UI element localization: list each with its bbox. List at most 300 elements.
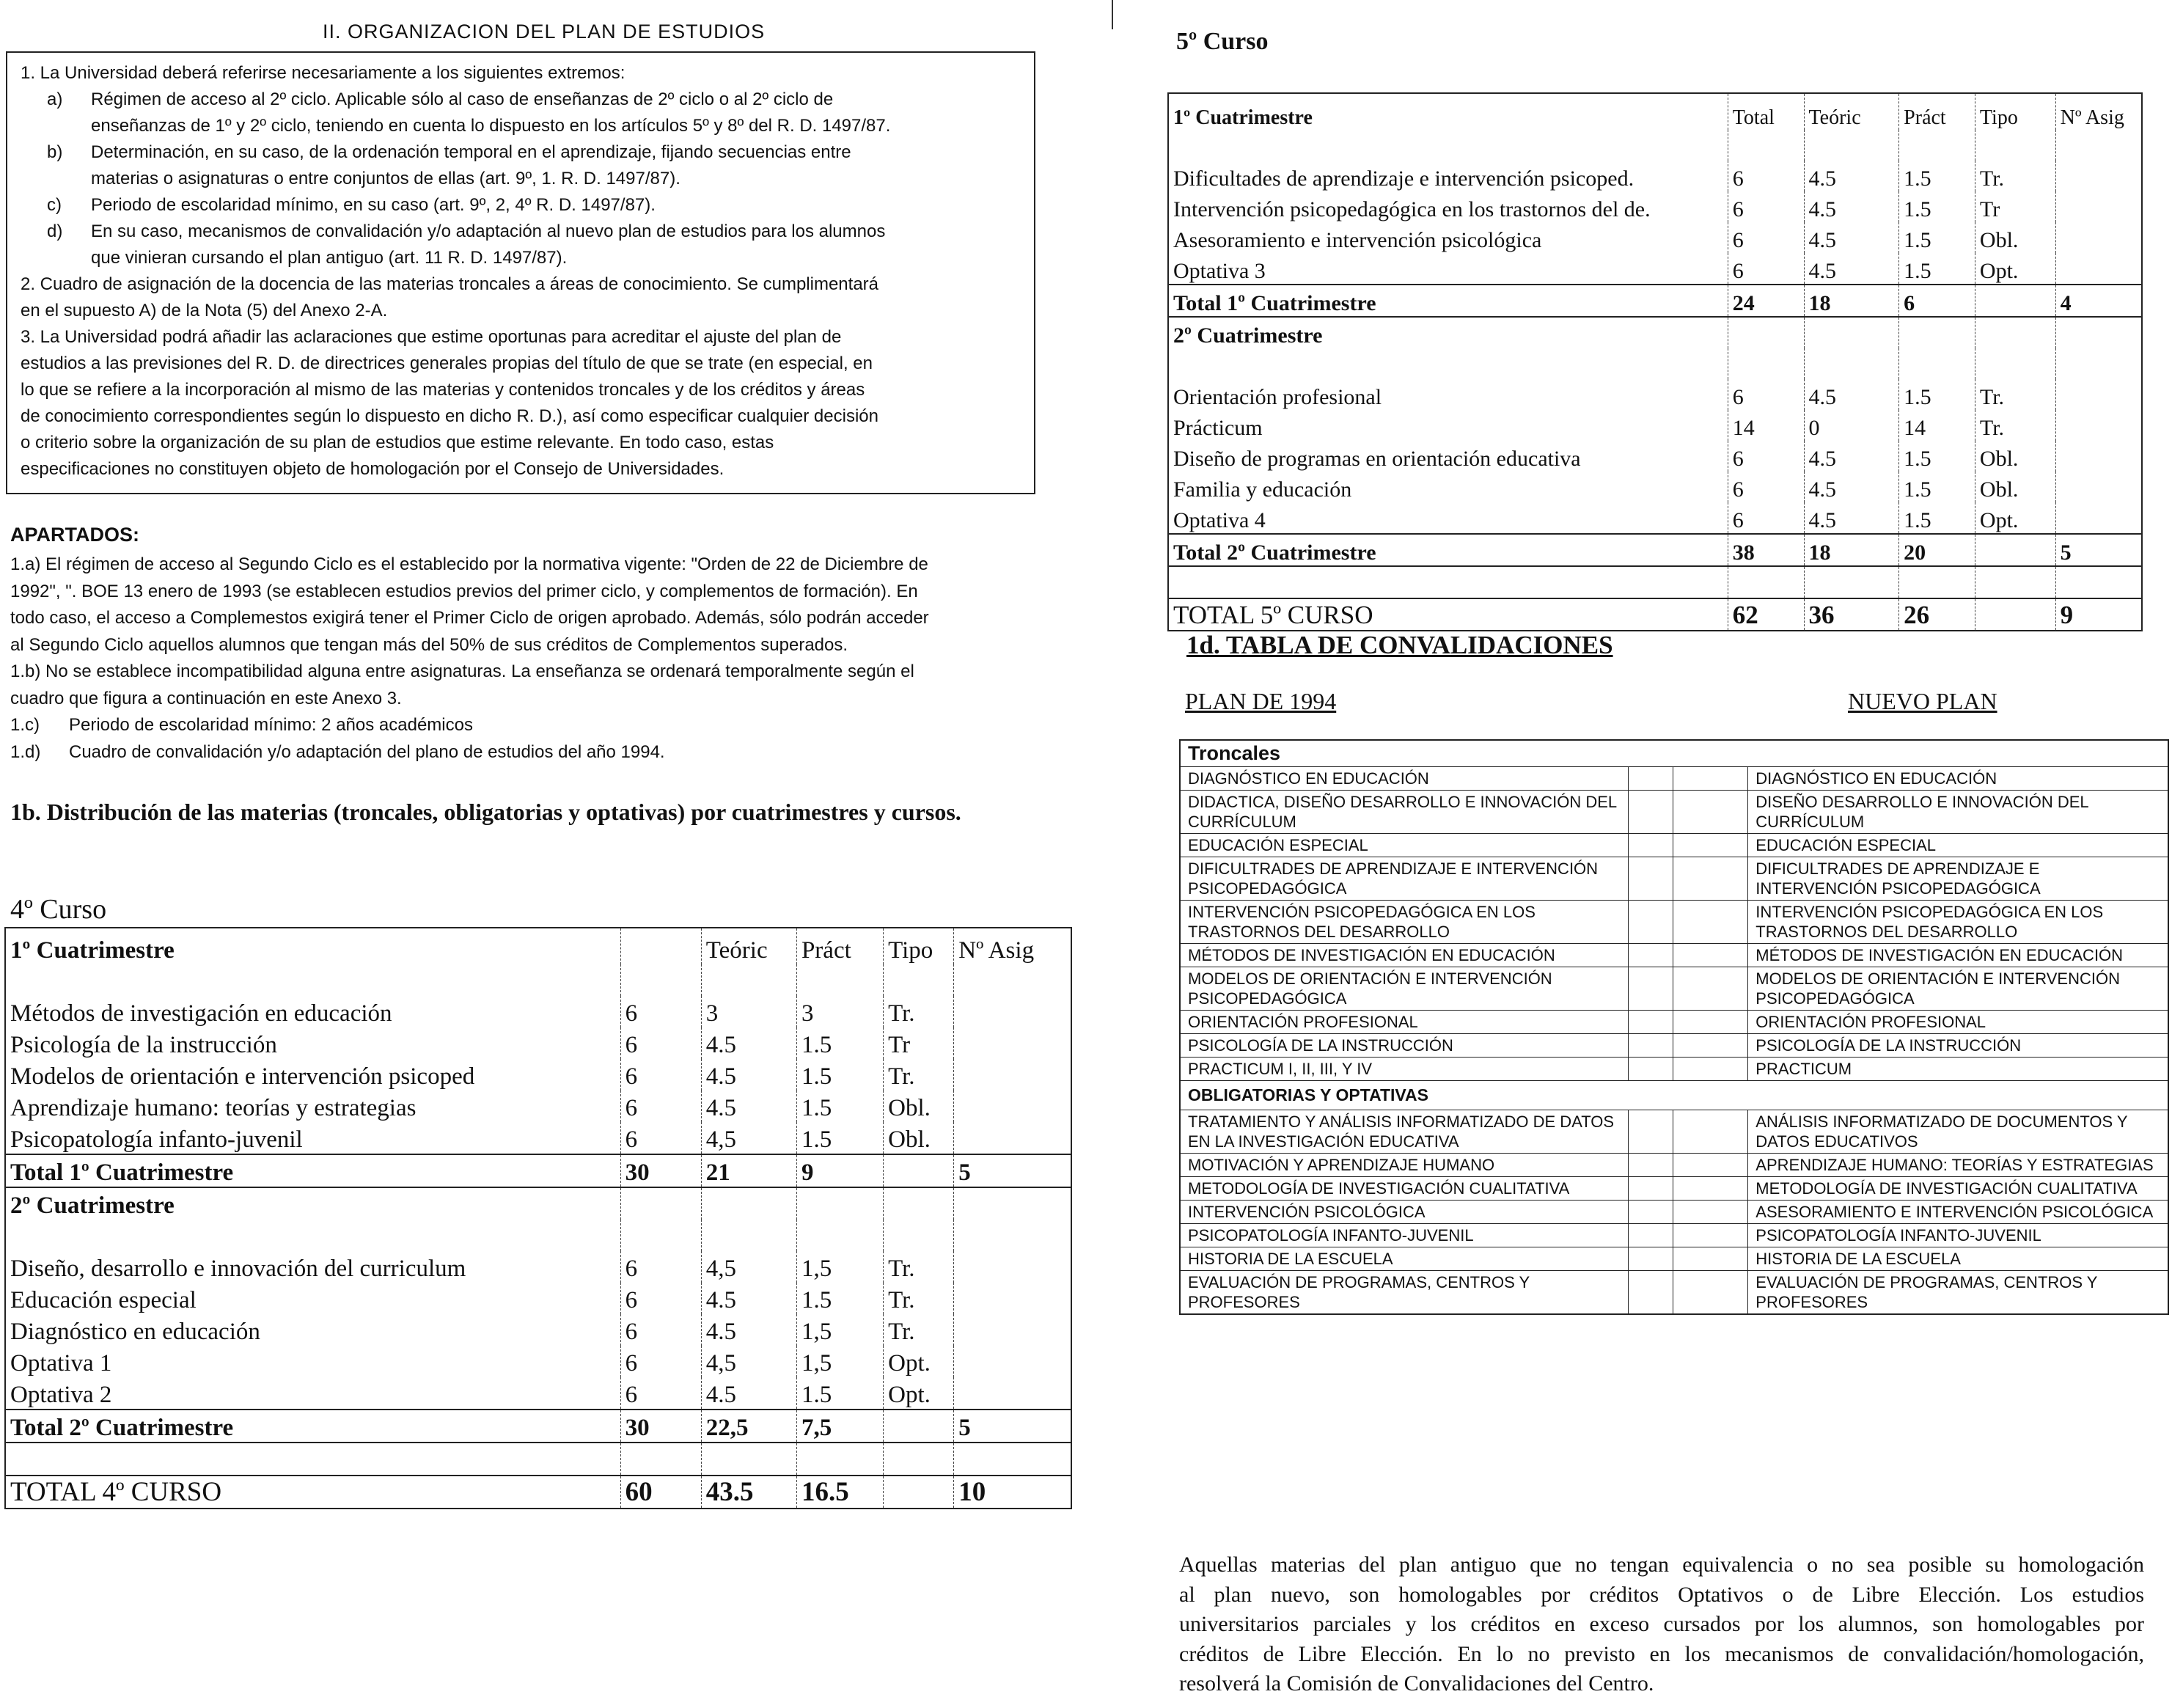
conv-empty xyxy=(1628,1201,1673,1224)
box-line-text: lo que se refiere a la incorporación al mismo de las materias y contenidos troncales y de los créditos y áreas xyxy=(21,380,865,400)
cell-teoric: 4.5 xyxy=(1804,222,1899,253)
cell-nasig xyxy=(2055,191,2142,222)
conv-empty xyxy=(1628,901,1673,944)
box-line xyxy=(21,166,1021,192)
cell-teoric: 4.5 xyxy=(701,1091,796,1122)
cell-teoric: Teóric xyxy=(701,928,796,964)
conv-empty xyxy=(1673,834,1748,857)
conv-old: PSICOLOGÍA DE LA INSTRUCCIÓN xyxy=(1180,1034,1628,1058)
cell-teoric: 4.5 xyxy=(701,1377,796,1410)
cell-name xyxy=(1168,130,1728,161)
box-line-text: En su caso, mecanismos de convalidación y/o adaptación al nuevo plan de estudios para los alumnos xyxy=(91,221,886,241)
conv-new: ANÁLISIS INFORMATIZADO DE DOCUMENTOS Y DATOS EDUCATIVOS xyxy=(1748,1110,2168,1154)
conv-row xyxy=(1180,1110,2168,1154)
conv-old: DIAGNÓSTICO EN EDUCACIÓN xyxy=(1180,767,1628,791)
cell-pract: 1,5 xyxy=(796,1251,883,1283)
box-line-text: 2. Cuadro de asignación de la docencia de las materias troncales a áreas de conocimiento. Se cumplimentará xyxy=(21,274,878,294)
conv-old: EVALUACIÓN DE PROGRAMAS, CENTROS Y PROFESORES xyxy=(1180,1271,1628,1315)
cell-name: Psicología de la instrucción xyxy=(10,1032,277,1058)
cell-total: 6 xyxy=(620,1314,701,1346)
course-row xyxy=(1168,191,2142,222)
conv-row xyxy=(1180,1154,2168,1177)
spacer-row xyxy=(5,1443,1071,1476)
cell-total xyxy=(1728,566,1804,598)
conv-empty xyxy=(1628,857,1673,901)
cell-name xyxy=(5,964,620,996)
cell-tipo xyxy=(1975,285,2055,317)
cell-name: Educación especial xyxy=(10,1287,197,1313)
cell-tipo: Obl. xyxy=(884,1122,954,1154)
apartados-item-label: 1.c) xyxy=(10,715,40,735)
cell-pract: 1.5 xyxy=(1899,472,1975,502)
cell-nasig: Nº Asig xyxy=(954,928,1071,964)
cell-name: Total 1º Cuatrimestre xyxy=(5,1154,620,1187)
cell-tipo xyxy=(884,964,954,996)
cell-tipo xyxy=(1975,566,2055,598)
conv-empty xyxy=(1673,1034,1748,1058)
cell-tipo xyxy=(884,1220,954,1251)
cell-teoric: 0 xyxy=(1804,410,1899,441)
conv-empty xyxy=(1628,944,1673,967)
cell-nasig xyxy=(2055,222,2142,253)
conv-row xyxy=(1180,1177,2168,1201)
header-row xyxy=(1168,93,2142,130)
cell-name: 2º Cuatrimestre xyxy=(10,1192,175,1219)
box-line xyxy=(21,113,1021,139)
apartados-item-text: Periodo de escolaridad mínimo: 2 años académicos xyxy=(69,715,473,735)
cell-teoric: 4,5 xyxy=(701,1346,796,1377)
spacer-row xyxy=(5,1220,1071,1251)
apartados-line: cuadro que figura a continuación en este Anexo 3. xyxy=(10,688,402,708)
cell-tipo xyxy=(1975,130,2055,161)
cell-total: 6 xyxy=(620,1059,701,1091)
conv-empty xyxy=(1673,1201,1748,1224)
cell-teoric xyxy=(1804,317,1899,348)
conv-row xyxy=(1180,767,2168,791)
cell-total: 14 xyxy=(1728,410,1804,441)
conv-empty xyxy=(1673,767,1748,791)
cell-total xyxy=(1728,317,1804,348)
conv-row xyxy=(1180,1011,2168,1034)
cell-teoric: 4,5 xyxy=(701,1251,796,1283)
cell-pract xyxy=(796,964,883,996)
cell-nasig: 5 xyxy=(954,1154,1071,1187)
course-row xyxy=(1168,222,2142,253)
box-line xyxy=(21,192,1021,219)
cell-pract: 1.5 xyxy=(796,1059,883,1091)
cell-pract: 7,5 xyxy=(796,1410,883,1443)
conv-row xyxy=(1180,1247,2168,1271)
cell-name: Métodos de investigación en educación xyxy=(10,1000,392,1027)
conv-empty xyxy=(1628,834,1673,857)
box-line xyxy=(21,430,1021,456)
cell-name: Total 2º Cuatrimestre xyxy=(5,1410,620,1443)
cell-nasig xyxy=(954,1443,1071,1476)
total-row xyxy=(1168,285,2142,317)
cell-tipo xyxy=(1975,598,2055,631)
cell-nasig xyxy=(954,1059,1071,1091)
cell-total xyxy=(1728,348,1804,379)
cell-name: Intervención psicopedagógica en los trastornos del de. xyxy=(1173,197,1651,221)
cell-name xyxy=(1168,566,1728,598)
box-line-text: Régimen de acceso al 2º ciclo. Aplicable sólo al caso de enseñanzas de 2º ciclo o al 2º ciclo de xyxy=(91,89,834,109)
conv-row xyxy=(1180,1271,2168,1315)
cell-nasig: 5 xyxy=(2055,534,2142,566)
cell-tipo: Obl. xyxy=(1975,472,2055,502)
cell-nasig xyxy=(2055,410,2142,441)
cell-pract: 1,5 xyxy=(796,1346,883,1377)
conv-empty xyxy=(1673,1110,1748,1154)
cell-teoric: 4.5 xyxy=(1804,191,1899,222)
heading-1b: 1b. Distribución de las materias (troncales, obligatorias y optativas) por cuatrimestres y cursos. xyxy=(10,799,961,825)
cell-nasig xyxy=(2055,379,2142,410)
spacer-row xyxy=(5,964,1071,996)
course-row xyxy=(5,1027,1071,1059)
course-row xyxy=(1168,410,2142,441)
conv-old: PRACTICUM I, II, III, Y IV xyxy=(1180,1058,1628,1081)
box-line xyxy=(21,351,1021,377)
conv-new: EDUCACIÓN ESPECIAL xyxy=(1748,834,2168,857)
cell-tipo: Opt. xyxy=(1975,502,2055,534)
cell-tipo: Tipo xyxy=(1975,93,2055,130)
cell-tipo: Tr. xyxy=(884,1314,954,1346)
cell-pract xyxy=(796,1187,883,1220)
conv-new: MODELOS DE ORIENTACIÓN E INTERVENCIÓN PSICOPEDAGÓGICA xyxy=(1748,967,2168,1011)
conv-empty xyxy=(1628,1058,1673,1081)
apartados-item-label: 1.d) xyxy=(10,741,41,762)
course-row xyxy=(5,996,1071,1027)
conv-empty xyxy=(1673,1058,1748,1081)
cell-teoric: 3 xyxy=(701,996,796,1027)
conv-empty xyxy=(1673,1177,1748,1201)
cell-pract: 3 xyxy=(796,996,883,1027)
cell-pract: 6 xyxy=(1899,285,1975,317)
cell-name: Total 2º Cuatrimestre xyxy=(1168,534,1728,566)
conv-old: EDUCACIÓN ESPECIAL xyxy=(1180,834,1628,857)
cell-nasig xyxy=(954,1283,1071,1314)
conv-row xyxy=(1180,1224,2168,1247)
conv-group-label: Troncales xyxy=(1180,740,2168,767)
cell-nasig xyxy=(954,1346,1071,1377)
conv-new: EVALUACIÓN DE PROGRAMAS, CENTROS Y PROFESORES xyxy=(1748,1271,2168,1315)
conv-new: HISTORIA DE LA ESCUELA xyxy=(1748,1247,2168,1271)
cell-teoric: 36 xyxy=(1804,598,1899,631)
grand-total-row xyxy=(5,1476,1071,1509)
course-row xyxy=(1168,161,2142,191)
cell-total: 6 xyxy=(620,1027,701,1059)
conv-new: DIFICULTRADES DE APRENDIZAJE E INTERVENCIÓN PSICOPEDAGÓGICA xyxy=(1748,857,2168,901)
cell-tipo xyxy=(884,1476,954,1509)
cell-teoric xyxy=(701,1187,796,1220)
spacer-row xyxy=(1168,348,2142,379)
cell-teoric: 43.5 xyxy=(701,1476,796,1509)
cell-total: 30 xyxy=(620,1410,701,1443)
spacer-row xyxy=(1168,130,2142,161)
cell-total: 60 xyxy=(620,1476,701,1509)
cell-nasig xyxy=(2055,502,2142,534)
cell-name: Orientación profesional xyxy=(1173,385,1382,409)
course-row xyxy=(1168,253,2142,285)
cell-name: Optativa 1 xyxy=(10,1350,112,1377)
course-row xyxy=(5,1314,1071,1346)
cell-total: Total xyxy=(1728,93,1804,130)
conv-old: INTERVENCIÓN PSICOPEDAGÓGICA EN LOS TRASTORNOS DEL DESARROLLO xyxy=(1180,901,1628,944)
cell-nasig: 5 xyxy=(954,1410,1071,1443)
cell-total: 6 xyxy=(620,1283,701,1314)
conv-row xyxy=(1180,967,2168,1011)
conv-empty xyxy=(1673,1011,1748,1034)
cell-tipo xyxy=(1975,534,2055,566)
box-line-text: 1. La Universidad deberá referirse necesariamente a los siguientes extremos: xyxy=(21,63,625,83)
cell-name: Total 1º Cuatrimestre xyxy=(1168,285,1728,317)
cell-name: Aprendizaje humano: teorías y estrategias xyxy=(10,1095,417,1121)
cell-total xyxy=(620,928,701,964)
cell-pract xyxy=(796,1220,883,1251)
cell-teoric: 4.5 xyxy=(1804,379,1899,410)
paragraph-line: Aquellas materias del plan antiguo que no tengan equivalencia o no sea posible su homologación xyxy=(1179,1553,2144,1577)
cell-total xyxy=(620,964,701,996)
cell-total: 30 xyxy=(620,1154,701,1187)
cell-tipo: Tr. xyxy=(884,1283,954,1314)
cell-teoric: Teóric xyxy=(1804,93,1899,130)
apartados-line: todo caso, el acceso a Complemestos exigirá tener el Primer Ciclo de origen aprobado. Además, sólo podrán acceder xyxy=(10,608,929,628)
cell-total: 24 xyxy=(1728,285,1804,317)
cell-teoric xyxy=(701,964,796,996)
header-row xyxy=(5,928,1071,964)
conv-empty xyxy=(1628,967,1673,1011)
plan-1994-label: PLAN DE 1994 xyxy=(1185,688,1337,714)
cell-nasig xyxy=(954,1251,1071,1283)
box-line-text: 3. La Universidad podrá añadir las aclaraciones que estime oportunas para acreditar el ajuste del plan de xyxy=(21,327,842,347)
cell-name: TOTAL 4º CURSO xyxy=(5,1476,620,1509)
curso5-table xyxy=(1167,92,2143,631)
box-line xyxy=(21,245,1021,271)
curso4-table xyxy=(4,927,1072,1509)
conv-row xyxy=(1180,834,2168,857)
cell-name: Asesoramiento e intervención psicológica xyxy=(1173,228,1542,252)
course-row xyxy=(5,1377,1071,1410)
conv-new: PSICOPATOLOGÍA INFANTO-JUVENIL xyxy=(1748,1224,2168,1247)
conv-new: PSICOLOGÍA DE LA INSTRUCCIÓN xyxy=(1748,1034,2168,1058)
cell-pract: 1.5 xyxy=(796,1027,883,1059)
cell-total xyxy=(620,1443,701,1476)
conv-row xyxy=(1180,1058,2168,1081)
box-item-label: d) xyxy=(47,221,63,241)
box-line xyxy=(21,298,1021,324)
conv-old: DIDACTICA, DISEÑO DESARROLLO E INNOVACIÓN DEL CURRÍCULUM xyxy=(1180,791,1628,834)
conv-old: MÉTODOS DE INVESTIGACIÓN EN EDUCACIÓN xyxy=(1180,944,1628,967)
box-line-text: o criterio sobre la organización de su plan de estudios que estime relevante. En todo caso, estas xyxy=(21,433,774,452)
conv-old: MODELOS DE ORIENTACIÓN E INTERVENCIÓN PSICOPEDAGÓGICA xyxy=(1180,967,1628,1011)
conv-empty xyxy=(1628,767,1673,791)
cell-teoric: 18 xyxy=(1804,534,1899,566)
total-row xyxy=(5,1410,1071,1443)
cell-pract: 1.5 xyxy=(796,1283,883,1314)
cell-tipo: Opt. xyxy=(884,1377,954,1410)
paragraph-line: al plan nuevo, son homologables por créditos Optativos o de Libre Elección. Los estudios xyxy=(1179,1582,2144,1607)
cell-tipo: Obl. xyxy=(1975,222,2055,253)
total-row xyxy=(5,1154,1071,1187)
cell-teoric: 4.5 xyxy=(1804,472,1899,502)
cell-nasig xyxy=(954,964,1071,996)
cell-tipo: Tr. xyxy=(1975,410,2055,441)
box-line xyxy=(21,271,1021,298)
cell-total xyxy=(620,1220,701,1251)
cell-total xyxy=(620,1187,701,1220)
cell-teoric xyxy=(1804,348,1899,379)
conv-group-row xyxy=(1180,1081,2168,1110)
convalidaciones-table xyxy=(1179,739,2169,1315)
conv-empty xyxy=(1673,944,1748,967)
apartados-item xyxy=(10,739,1066,766)
cell-pract xyxy=(1899,566,1975,598)
cell-total: 62 xyxy=(1728,598,1804,631)
box-line-text: materias o asignaturas o entre conjuntos de ellas (art. 9º, 1. R. D. 1497/87). xyxy=(91,169,680,188)
cell-total: 6 xyxy=(620,1251,701,1283)
cell-pract xyxy=(796,1443,883,1476)
conv-row xyxy=(1180,1201,2168,1224)
box-line xyxy=(21,403,1021,430)
cell-pract: Práct xyxy=(1899,93,1975,130)
conv-empty xyxy=(1628,791,1673,834)
box-line-text: de conocimiento correspondientes según lo dispuesto en dicho R. D.), así como especificar cualquier decisión xyxy=(21,406,878,426)
course-row xyxy=(1168,379,2142,410)
cell-name: Optativa 2 xyxy=(10,1382,112,1408)
cell-teoric xyxy=(1804,130,1899,161)
conv-row xyxy=(1180,1034,2168,1058)
cell-pract: 16.5 xyxy=(796,1476,883,1509)
cell-total: 6 xyxy=(1728,222,1804,253)
instructions-box xyxy=(6,51,1035,494)
cell-name: 1º Cuatrimestre xyxy=(1173,106,1313,129)
conv-row xyxy=(1180,791,2168,834)
apartados-heading: APARTADOS: xyxy=(10,524,139,546)
cell-pract xyxy=(1899,130,1975,161)
cell-nasig: 10 xyxy=(954,1476,1071,1509)
cell-tipo: Tr. xyxy=(1975,161,2055,191)
cell-name: Diseño, desarrollo e innovación del curriculum xyxy=(10,1256,466,1282)
cell-nasig xyxy=(2055,253,2142,285)
cell-nasig: 4 xyxy=(2055,285,2142,317)
cell-teoric xyxy=(1804,566,1899,598)
cell-name xyxy=(5,1220,620,1251)
conv-new: DIAGNÓSTICO EN EDUCACIÓN xyxy=(1748,767,2168,791)
cell-tipo: Obl. xyxy=(884,1091,954,1122)
cell-total: 6 xyxy=(620,1122,701,1154)
cell-tipo: Tr. xyxy=(884,1059,954,1091)
cell-pract: 1.5 xyxy=(1899,253,1975,285)
cell-teoric: 4.5 xyxy=(701,1027,796,1059)
course-row xyxy=(1168,472,2142,502)
cell-tipo: Tr. xyxy=(884,1251,954,1283)
conv-empty xyxy=(1628,1271,1673,1315)
cell-total: 6 xyxy=(1728,502,1804,534)
conv-empty xyxy=(1628,1011,1673,1034)
cell-teoric: 21 xyxy=(701,1154,796,1187)
course-row xyxy=(5,1122,1071,1154)
cell-tipo xyxy=(884,1443,954,1476)
cell-pract xyxy=(1899,317,1975,348)
cell-pract: 26 xyxy=(1899,598,1975,631)
cell-total: 6 xyxy=(1728,441,1804,472)
conv-empty xyxy=(1628,1034,1673,1058)
conv-old: DIFICULTRADES DE APRENDIZAJE E INTERVENCIÓN PSICOPEDAGÓGICA xyxy=(1180,857,1628,901)
course-row xyxy=(5,1091,1071,1122)
apartados-item xyxy=(10,712,1066,739)
course-row xyxy=(5,1283,1071,1314)
heading-1d: 1d. TABLA DE CONVALIDACIONES xyxy=(1186,631,1613,659)
cell-pract: 1.5 xyxy=(1899,191,1975,222)
cell-name: Dificultades de aprendizaje e intervención psicoped. xyxy=(1173,166,1634,191)
cell-total xyxy=(1728,130,1804,161)
conv-empty xyxy=(1628,1177,1673,1201)
cell-total: 6 xyxy=(620,1346,701,1377)
cell-tipo: Tr xyxy=(1975,191,2055,222)
paragraph-line: universitarios parciales y los créditos en exceso cursados por los alumnos, son homologables por xyxy=(1179,1612,2144,1636)
cell-tipo: Tr xyxy=(884,1027,954,1059)
cell-tipo: Opt. xyxy=(1975,253,2055,285)
cell-name xyxy=(1168,348,1728,379)
conv-old: METODOLOGÍA DE INVESTIGACIÓN CUALITATIVA xyxy=(1180,1177,1628,1201)
cell-teoric: 4.5 xyxy=(1804,441,1899,472)
cuatrimestre-row xyxy=(1168,317,2142,348)
cell-name: Modelos de orientación e intervención psicoped xyxy=(10,1063,475,1090)
apartados-line: 1.b) No se establece incompatibilidad alguna entre asignaturas. La enseñanza se ordenará temporalmente según el xyxy=(10,661,914,681)
cell-nasig xyxy=(954,1220,1071,1251)
cell-pract: 1.5 xyxy=(1899,161,1975,191)
conv-old: TRATAMIENTO Y ANÁLISIS INFORMATIZADO DE DATOS EN LA INVESTIGACIÓN EDUCATIVA xyxy=(1180,1110,1628,1154)
box-line-text: que vinieran cursando el plan antiguo (art. 11 R. D. 1497/87). xyxy=(91,248,568,268)
cell-name xyxy=(5,1443,620,1476)
cell-pract xyxy=(1899,348,1975,379)
conv-empty xyxy=(1628,1224,1673,1247)
nuevo-plan-label: NUEVO PLAN xyxy=(1848,688,1997,714)
course-row xyxy=(5,1059,1071,1091)
cell-pract: 20 xyxy=(1899,534,1975,566)
cell-name: TOTAL 5º CURSO xyxy=(1168,598,1728,631)
conv-empty xyxy=(1673,1224,1748,1247)
course-row xyxy=(1168,502,2142,534)
box-line xyxy=(21,219,1021,245)
apartados-line: 1992", ". BOE 13 enero de 1993 (se establecen estudios previos del primer ciclo, y complementos de formación). En xyxy=(10,581,918,601)
course-row xyxy=(5,1346,1071,1377)
conv-empty xyxy=(1628,1247,1673,1271)
conv-old: INTERVENCIÓN PSICOLÓGICA xyxy=(1180,1201,1628,1224)
cell-nasig: Nº Asig xyxy=(2055,93,2142,130)
conv-new: MÉTODOS DE INVESTIGACIÓN EN EDUCACIÓN xyxy=(1748,944,2168,967)
cell-total: 6 xyxy=(1728,472,1804,502)
box-line-text: estudios a las previsiones del R. D. de directrices generales propias del título de que se trate (en especial, en xyxy=(21,353,873,373)
conv-empty xyxy=(1673,1271,1748,1315)
conv-empty xyxy=(1673,1247,1748,1271)
conv-old: MOTIVACIÓN Y APRENDIZAJE HUMANO xyxy=(1180,1154,1628,1177)
cell-pract: 1.5 xyxy=(1899,502,1975,534)
cell-name: Psicopatología infanto-juvenil xyxy=(10,1126,303,1153)
cell-tipo: Tr. xyxy=(884,996,954,1027)
cell-tipo: Tipo xyxy=(884,928,954,964)
box-line xyxy=(21,377,1021,403)
conv-old: HISTORIA DE LA ESCUELA xyxy=(1180,1247,1628,1271)
cell-nasig xyxy=(954,1027,1071,1059)
spacer-row xyxy=(1168,566,2142,598)
cell-pract: 1.5 xyxy=(796,1091,883,1122)
conv-new: PRACTICUM xyxy=(1748,1058,2168,1081)
cell-pract: 9 xyxy=(796,1154,883,1187)
cell-tipo xyxy=(884,1410,954,1443)
grand-total-row xyxy=(1168,598,2142,631)
conv-empty xyxy=(1673,791,1748,834)
cell-total: 6 xyxy=(620,1091,701,1122)
